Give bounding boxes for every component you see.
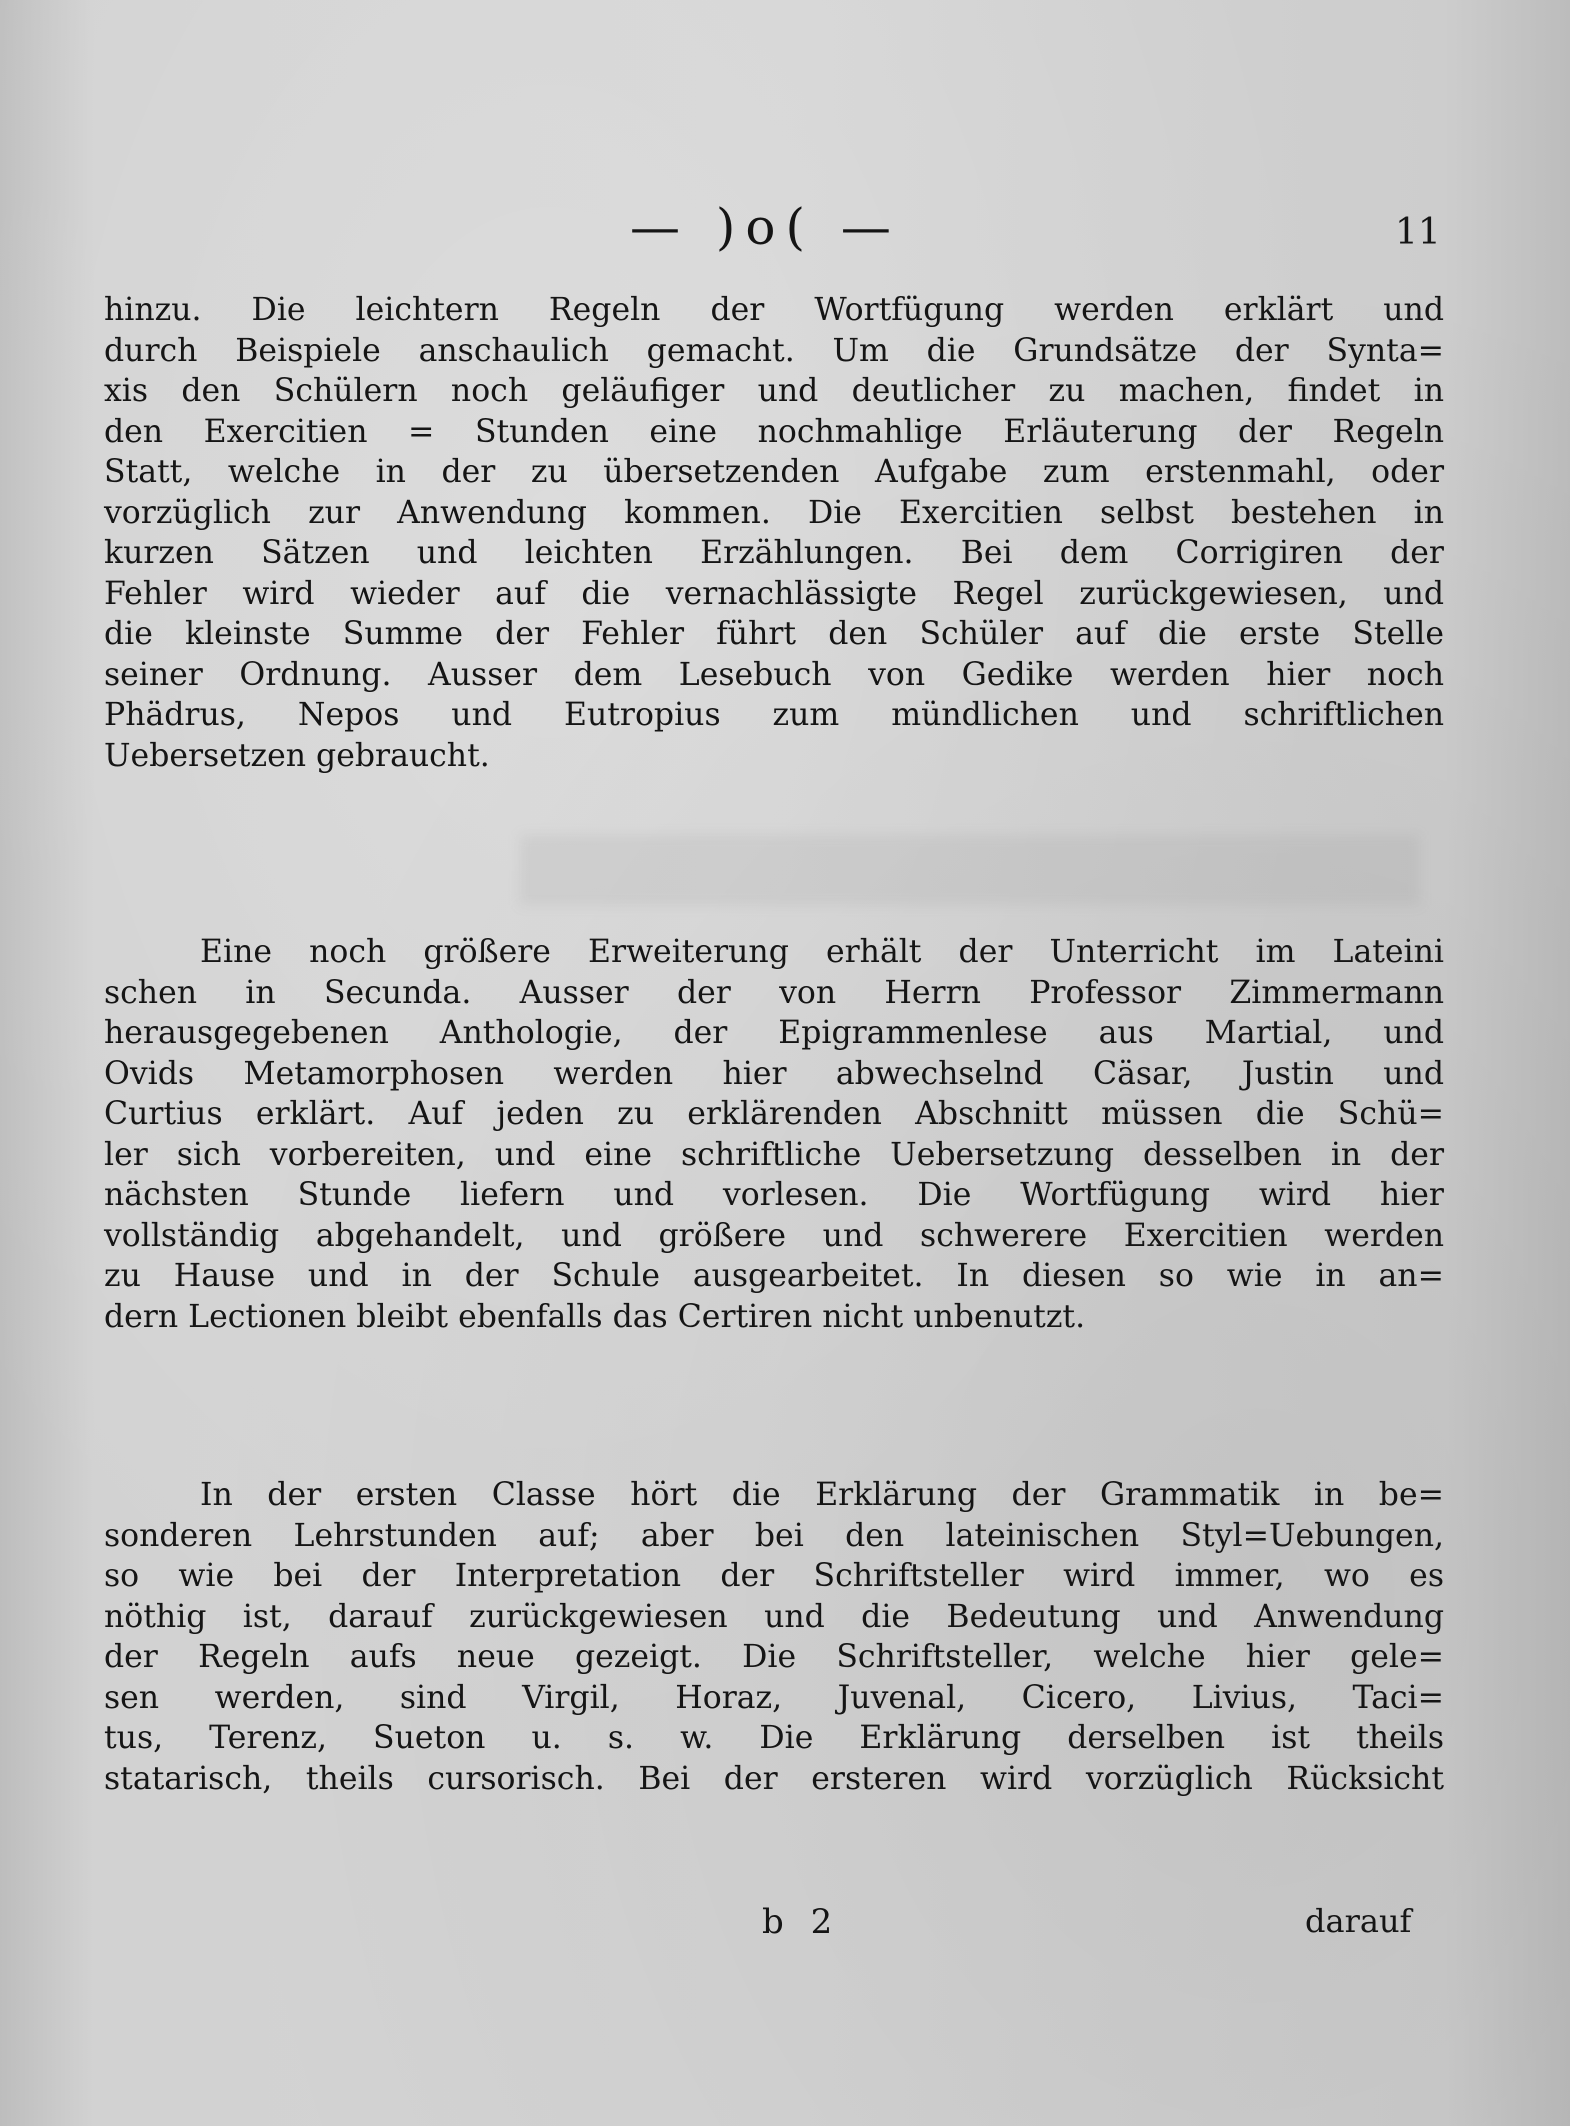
text-line: nächsten Stunde liefern und vorlesen. Die Wortfügung wird hier xyxy=(104,1177,1444,1213)
text-line: In der ersten Classe hört die Erklärung der Grammatik in be= xyxy=(200,1477,1444,1513)
text-line: Uebersetzen gebraucht. xyxy=(104,737,490,774)
text-line: Fehler wird wieder auf die vernachlässigte Regel zurückgewiesen, und xyxy=(104,575,1444,612)
text-line: seiner Ordnung. Ausser dem Lesebuch von Gedike werden hier noch xyxy=(104,656,1444,693)
text-line: Statt, welche in der zu übersetzenden Aufgabe zum erstenmahl, oder xyxy=(104,454,1444,490)
text-line: xis den Schülern noch geläufiger und deutlicher zu machen, findet in xyxy=(104,373,1444,409)
text-line: tus, Terenz, Sueton u. s. w. Die Erklärung derselben ist theils xyxy=(104,1720,1444,1756)
paragraph-2 xyxy=(104,932,1444,1337)
text-line: so wie bei der Interpretation der Schriftsteller wird immer, wo es xyxy=(104,1558,1444,1594)
page-footer xyxy=(0,1902,1570,1952)
text-line: vollständig abgehandelt, und größere und schwerere Exercitien werden xyxy=(104,1217,1444,1254)
signature-mark: b 2 xyxy=(762,1902,841,1942)
paragraph-1 xyxy=(104,290,1444,776)
text-line: durch Beispiele anschaulich gemacht. Um die Grundsätze der Synta= xyxy=(104,332,1444,369)
text-line: Curtius erklärt. Auf jeden zu erklärenden Abschnitt müssen die Schü= xyxy=(104,1096,1444,1132)
text-line: den Exercitien = Stunden eine nochmahlige Erläuterung der Regeln xyxy=(104,413,1444,450)
text-line: hinzu. Die leichtern Regeln der Wortfügung werden erklärt und xyxy=(104,292,1444,328)
page-number: 11 xyxy=(1395,212,1441,253)
catchword: darauf xyxy=(1305,1902,1412,1940)
paragraph-3 xyxy=(104,1475,1444,1799)
text-line: Ovids Metamorphosen werden hier abwechselnd Cäsar, Justin und xyxy=(104,1055,1444,1092)
text-line: ler sich vorbereiten, und eine schriftliche Uebersetzung desselben in der xyxy=(104,1136,1444,1173)
text-line: der Regeln aufs neue gezeigt. Die Schriftsteller, welche hier gele= xyxy=(104,1639,1444,1675)
text-line: kurzen Sätzen und leichten Erzählungen. Bei dem Corrigiren der xyxy=(104,535,1444,571)
text-line: sonderen Lehrstunden auf; aber bei den lateinischen Styl=Uebungen, xyxy=(104,1517,1444,1554)
text-line: herausgegebenen Anthologie, der Epigrammenlese aus Martial, und xyxy=(104,1015,1444,1051)
text-line: schen in Secunda. Ausser der von Herrn Professor Zimmermann xyxy=(104,974,1444,1011)
text-line: sen werden, sind Virgil, Horaz, Juvenal, Cicero, Livius, Taci= xyxy=(104,1679,1444,1716)
ink-show-through xyxy=(520,835,1420,905)
text-line: vorzüglich zur Anwendung kommen. Die Exercitien selbst bestehen in xyxy=(104,494,1444,531)
text-line: Phädrus, Nepos und Eutropius zum mündlichen und schriftlichen xyxy=(104,697,1444,733)
text-line: zu Hause und in der Schule ausgearbeitet. In diesen so wie in an= xyxy=(104,1258,1444,1294)
text-line: Eine noch größere Erweiterung erhält der Unterricht im Lateini xyxy=(200,934,1444,970)
text-line: nöthig ist, darauf zurückgewiesen und die Bedeutung und Anwendung xyxy=(104,1598,1444,1635)
text-line: dern Lectionen bleibt ebenfalls das Certiren nicht unbenutzt. xyxy=(104,1298,1086,1335)
text-line: statarisch, theils cursorisch. Bei der ersteren wird vorzüglich Rücksicht xyxy=(104,1760,1444,1797)
page-header xyxy=(0,198,1570,258)
running-head-ornament: — )o( — xyxy=(630,198,901,256)
text-line: die kleinste Summe der Fehler führt den Schüler auf die erste Stelle xyxy=(104,616,1444,652)
